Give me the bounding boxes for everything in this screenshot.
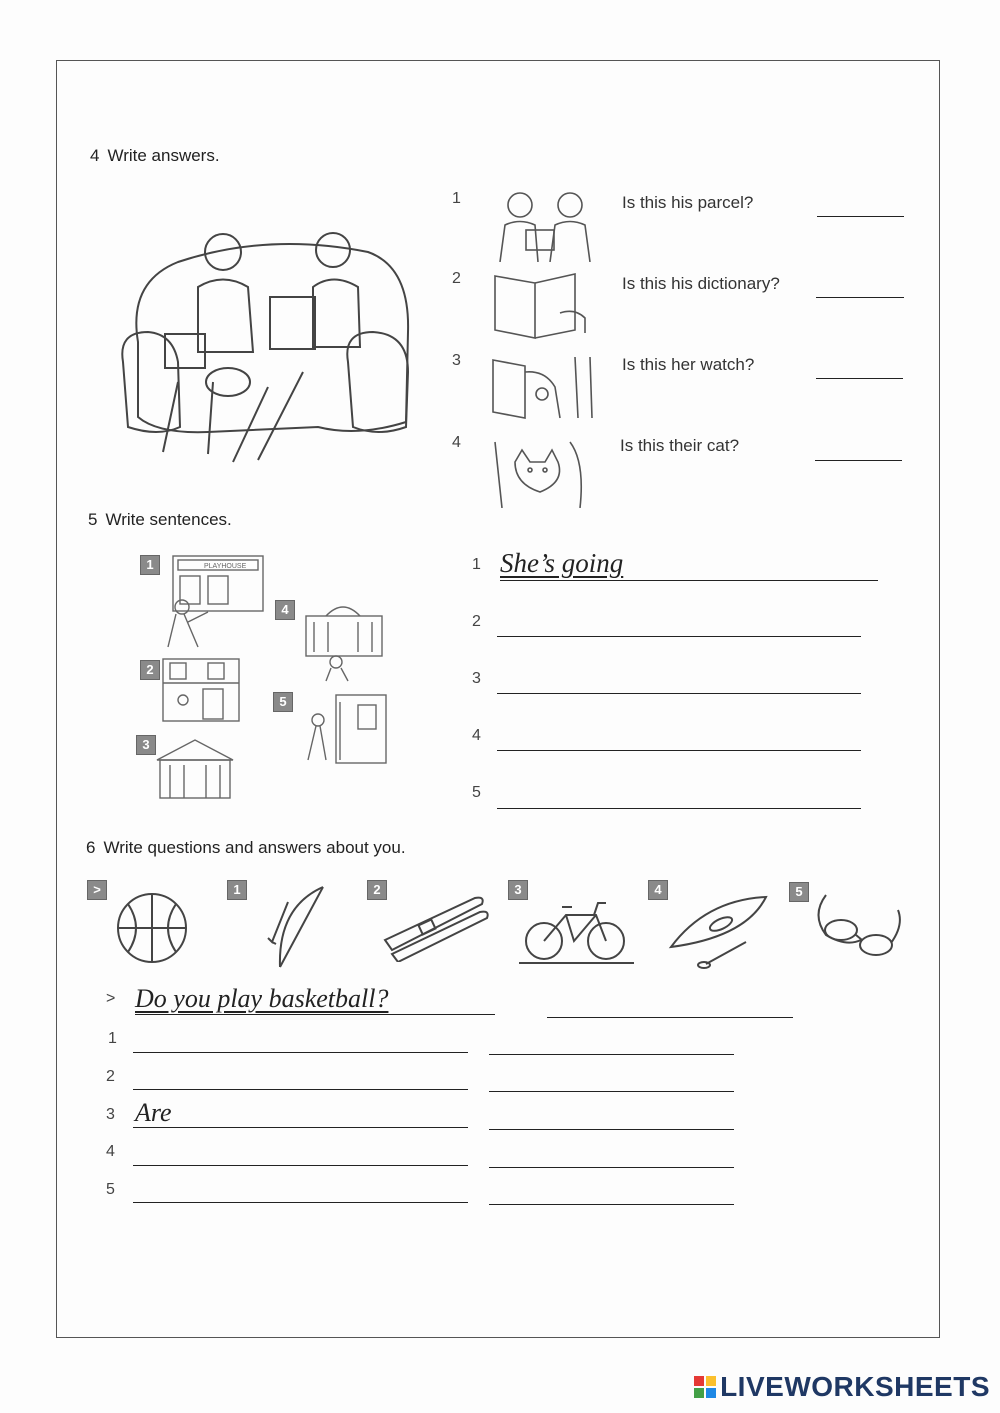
ex4-answer-4-input[interactable] [815, 460, 902, 461]
ex4-item-1-question: Is this his parcel? [622, 193, 754, 212]
swimming-goggles-icon [806, 885, 906, 971]
parcel-thumbnail [490, 190, 596, 262]
ex6-example-question-line [135, 1014, 495, 1015]
ex6-question-4-input[interactable] [133, 1165, 468, 1166]
exercise-5-number: 5 [88, 510, 98, 529]
ex6-question-3-input[interactable] [133, 1127, 468, 1128]
ex6-question-2-input[interactable] [133, 1089, 468, 1090]
ex4-item-4-question: Is this their cat? [620, 436, 740, 455]
ex6-answer-4-input[interactable] [489, 1167, 734, 1168]
ex5-badge-4: 4 [275, 600, 295, 620]
ex4-item-1-number: 1 [452, 190, 461, 207]
cafe-scene [158, 655, 244, 725]
logo-text: LIVEWORKSHEETS [720, 1371, 990, 1402]
watch-thumbnail [490, 352, 596, 422]
ex6-item-2-number: 2 [106, 1068, 115, 1085]
ex6-item-3-example: Are [135, 1098, 172, 1127]
ex6-answer-2-input[interactable] [489, 1091, 734, 1092]
ex6-answer-3-input[interactable] [489, 1129, 734, 1130]
ex6-item-5-number: 5 [106, 1181, 115, 1198]
bow-and-arrow-icon [258, 882, 330, 970]
ex5-item-5-number: 5 [472, 784, 481, 801]
logo-mark-icon [694, 1376, 716, 1398]
ex6-item-4-number: 4 [106, 1143, 115, 1160]
ex5-item-3-number: 3 [472, 670, 481, 687]
playhouse-scene [158, 552, 268, 650]
ex6-example-answer-input[interactable] [547, 1017, 793, 1018]
ex6-badge-4: 4 [648, 880, 668, 900]
ex4-answer-3-input[interactable] [816, 378, 903, 379]
kayak-icon [666, 892, 776, 972]
ex5-answer-5-input[interactable] [497, 808, 861, 809]
ex6-item-3-number: 3 [106, 1106, 115, 1123]
ex4-item-4-number: 4 [452, 434, 461, 451]
ex4-item-2-question: Is this his dictionary? [622, 274, 780, 293]
ex6-item-example-marker: > [106, 990, 116, 1007]
ex6-question-1-input[interactable] [133, 1052, 468, 1053]
family-sofa-illustration [118, 222, 413, 472]
exercise-6-number: 6 [86, 838, 96, 857]
ex5-badge-1: 1 [140, 555, 160, 575]
ex5-badge-3: 3 [136, 735, 156, 755]
playhouse-sign: PLAYHOUSE [204, 563, 247, 570]
bicycle-icon [514, 893, 640, 965]
skis-icon [380, 890, 492, 962]
dictionary-thumbnail [490, 268, 596, 340]
ex6-badge-5: 5 [789, 882, 809, 902]
ex4-item-2-number: 2 [452, 270, 461, 287]
exercise-4-heading [90, 146, 220, 166]
ex6-badge-2: 2 [367, 880, 387, 900]
ex4-item-3-number: 3 [452, 352, 461, 369]
ex4-answer-2-input[interactable] [816, 297, 904, 298]
ex6-badge-example: > [87, 880, 107, 900]
liveworksheets-logo [694, 1371, 990, 1403]
ex6-badge-1: 1 [227, 880, 247, 900]
museum-scene [296, 596, 390, 682]
ex5-answer-3-input[interactable] [497, 693, 861, 694]
ex4-answer-1-input[interactable] [817, 216, 904, 217]
ex5-item-2-number: 2 [472, 613, 481, 630]
ex6-answer-1-input[interactable] [489, 1054, 734, 1055]
ex5-answer-1-input[interactable] [500, 580, 878, 581]
cat-thumbnail [490, 432, 596, 508]
ex5-answer-2-input[interactable] [497, 636, 861, 637]
exercise-6-heading [86, 838, 406, 858]
exercise-5-heading [88, 510, 232, 530]
ex5-item-1-example: She’s going [500, 548, 624, 578]
ex5-badge-2: 2 [140, 660, 160, 680]
ex5-badge-5: 5 [273, 692, 293, 712]
ex6-question-5-input[interactable] [133, 1202, 468, 1203]
library-scene [152, 735, 238, 803]
ex6-item-1-number: 1 [108, 1030, 117, 1047]
ex5-item-4-number: 4 [472, 727, 481, 744]
exercise-4-number: 4 [90, 146, 100, 165]
ex5-item-1-number: 1 [472, 556, 481, 573]
ex6-example-question: Do you play basketball? [135, 984, 389, 1013]
basketball-icon [114, 890, 190, 966]
shop-scene [296, 690, 390, 770]
exercise-5-title: Write sentences. [105, 510, 232, 529]
ex5-answer-4-input[interactable] [497, 750, 861, 751]
exercise-6-title: Write questions and answers about you. [103, 838, 406, 857]
exercise-4-title: Write answers. [107, 146, 220, 165]
ex6-answer-5-input[interactable] [489, 1204, 734, 1205]
ex6-badge-3: 3 [508, 880, 528, 900]
ex4-item-3-question: Is this her watch? [622, 355, 755, 374]
